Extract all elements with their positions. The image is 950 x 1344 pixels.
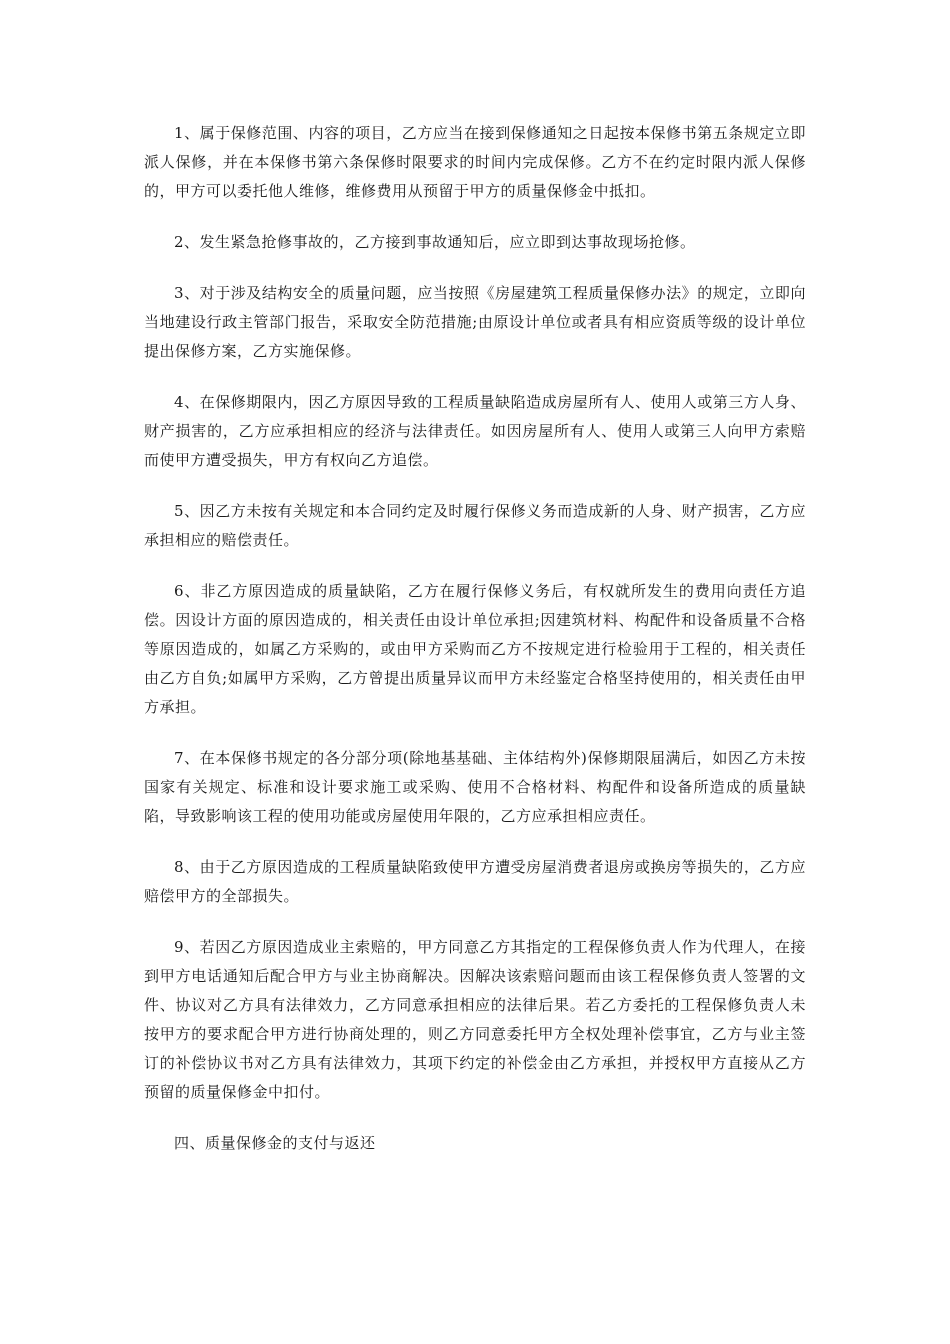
clause-9-paragraph: 9、若因乙方原因造成业主索赔的，甲方同意乙方其指定的工程保修负责人作为代理人，在接到甲方电话通知后配合甲方与业主协商解决。因解决该索赔问题而由该工程保修负责人签署的文件、协议对乙方具有法律效力，乙方同意承担相应的法律后果。若乙方委托的工程保修负责人未按甲方的要求配合甲方进行协商处理的，则乙方同意委托甲方全权处理补偿事宜，乙方与业主签订的补偿协议书对乙方具有法律效力，其项下约定的补偿金由乙方承担，并授权甲方直接从乙方预留的质量保修金中扣付。 — [144, 938, 806, 1101]
section-heading: 四、质量保修金的支付与返还 — [174, 1134, 376, 1152]
clause-6-paragraph: 6、非乙方原因造成的质量缺陷，乙方在履行保修义务后，有权就所发生的费用向责任方追偿。因设计方面的原因造成的，相关责任由设计单位承担;因建筑材料、构配件和设备质量不合格等原因造成的，如属乙方采购的，或由甲方采购而乙方不按规定进行检验用于工程的，相关责任由乙方自负;如属甲方采购，乙方曾提出质量异议而甲方未经鉴定合格坚持使用的，相关责任由甲方承担。 — [144, 582, 806, 716]
clause-2-paragraph: 2、发生紧急抢修事故的，乙方接到事故通知后，应立即到达事故现场抢修。 — [174, 233, 696, 251]
clause-4-paragraph: 4、在保修期限内，因乙方原因导致的工程质量缺陷造成房屋所有人、使用人或第三方人身、财产损害的，乙方应承担相应的经济与法律责任。如因房屋所有人、使用人或第三人向甲方索赔而使甲方遭受损失，甲方有权向乙方追偿。 — [144, 393, 806, 469]
clause-7-paragraph: 7、在本保修书规定的各分部分项(除地基基础、主体结构外)保修期限届满后，如因乙方未按国家有关规定、标准和设计要求施工或采购、使用不合格材料、构配件和设备所造成的质量缺陷，导致影响该工程的使用功能或房屋使用年限的，乙方应承担相应责任。 — [144, 749, 806, 825]
clause-1-paragraph: 1、属于保修范围、内容的项目，乙方应当在接到保修通知之日起按本保修书第五条规定立即派人保修，并在本保修书第六条保修时限要求的时间内完成保修。乙方不在约定时限内派人保修的，甲方可以委托他人维修，维修费用从预留于甲方的质量保修金中抵扣。 — [144, 124, 806, 200]
clause-5-paragraph: 5、因乙方未按有关规定和本合同约定及时履行保修义务而造成新的人身、财产损害，乙方应承担相应的赔偿责任。 — [144, 502, 806, 549]
document-body — [144, 119, 806, 1180]
clause-3-paragraph: 3、对于涉及结构安全的质量问题，应当按照《房屋建筑工程质量保修办法》的规定，立即向当地建设行政主管部门报告，采取安全防范措施;由原设计单位或者具有相应资质等级的设计单位提出保修方案，乙方实施保修。 — [144, 284, 806, 360]
clause-8-paragraph: 8、由于乙方原因造成的工程质量缺陷致使甲方遭受房屋消费者退房或换房等损失的，乙方应赔偿甲方的全部损失。 — [144, 858, 806, 905]
